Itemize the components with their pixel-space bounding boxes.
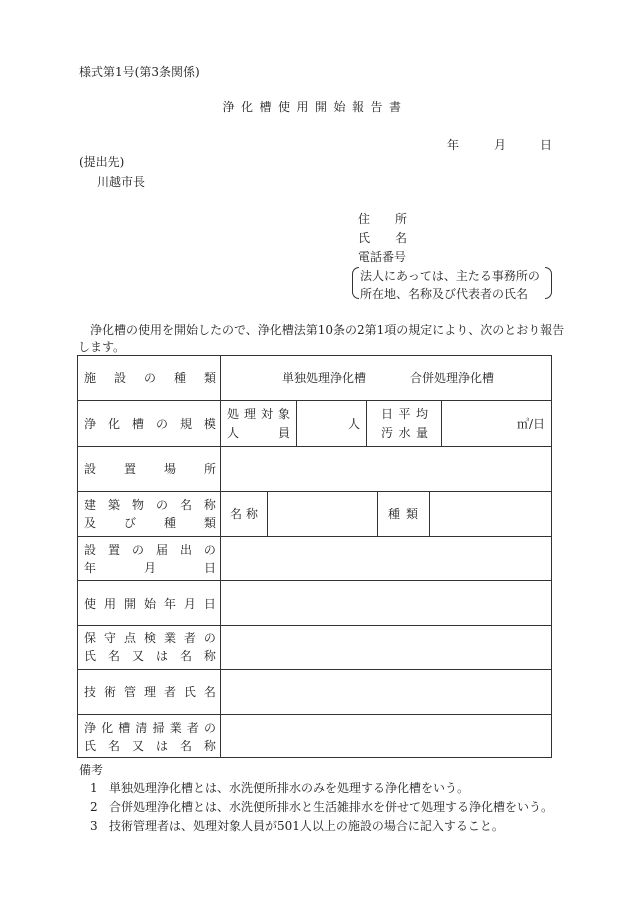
row-label-manager: 技 術 管 理 者 氏 名 bbox=[84, 685, 216, 699]
row-label-cleaning-1: 浄 化 槽 清 掃 業 者 の bbox=[84, 721, 216, 735]
date-month-label: 月 bbox=[494, 138, 507, 152]
technical-manager-field[interactable] bbox=[221, 670, 551, 713]
phone-label: 電話番号 bbox=[358, 250, 407, 264]
persons-label-line1: 処 理 対 象 bbox=[227, 407, 290, 421]
start-date-field[interactable] bbox=[221, 581, 551, 624]
address-label: 住 所 bbox=[358, 212, 407, 226]
flow-unit: ㎥/日 bbox=[516, 417, 545, 431]
row-label-scale: 浄 化 槽 の 規 模 bbox=[84, 417, 216, 431]
building-divider bbox=[377, 491, 378, 536]
corporate-note-line2: 所在地、名称及び代表者の氏名 bbox=[360, 287, 529, 301]
form-number: 様式第1号(第3条関係) bbox=[79, 65, 200, 79]
intro-line2: します。 bbox=[78, 340, 126, 354]
page-title: 浄化槽使用開始報告書 bbox=[222, 100, 408, 114]
name-label: 氏 名 bbox=[358, 231, 407, 245]
bracket-left bbox=[352, 267, 359, 299]
building-name-label: 名 称 bbox=[230, 507, 258, 521]
row-label-notice-1: 設 置 の 届 出 の bbox=[84, 543, 216, 557]
row-label-maintenance-1: 保 守 点 検 業 者 の bbox=[84, 631, 216, 645]
date-day-label: 日 bbox=[540, 138, 553, 152]
row-label-building-name: 建 築 物 の 名 称 bbox=[84, 498, 216, 512]
remark-number: 2 bbox=[90, 800, 98, 814]
corporate-note-line1: 法人にあっては、主たる事務所の bbox=[360, 269, 540, 283]
location-field[interactable] bbox=[221, 447, 551, 490]
remarks-heading: 備考 bbox=[79, 763, 104, 777]
flow-label-line1: 日 平 均 bbox=[381, 407, 428, 421]
row-label-cleaning-2: 氏 名 又 は 名 称 bbox=[84, 739, 216, 753]
persons-unit: 人 bbox=[347, 417, 360, 431]
intro-line1: 浄化槽の使用を開始したので、浄化槽法第10条の2第1項の規定により、次のとおり報告 bbox=[90, 323, 565, 337]
row-divider bbox=[77, 400, 552, 401]
row-label-facility-type: 施 設 の 種 類 bbox=[84, 371, 216, 385]
option-single-treatment[interactable]: 単独処理浄化槽 bbox=[282, 371, 367, 385]
remark-text: 単独処理浄化槽とは、水洗便所排水のみを処理する浄化槽をいう。 bbox=[109, 781, 470, 795]
recipient-label: (提出先) bbox=[79, 155, 125, 169]
row-label-location: 設 置 場 所 bbox=[84, 462, 216, 476]
maintenance-vendor-field[interactable] bbox=[221, 626, 551, 668]
option-combined-treatment[interactable]: 合併処理浄化槽 bbox=[410, 371, 495, 385]
building-type-field[interactable] bbox=[430, 492, 551, 535]
persons-value-field[interactable] bbox=[296, 418, 360, 430]
persons-label-line2: 人 員 bbox=[227, 426, 290, 440]
flow-label-line2: 汚 水 量 bbox=[381, 426, 428, 440]
building-name-field[interactable] bbox=[268, 492, 376, 535]
bracket-right bbox=[545, 267, 552, 299]
row-label-maintenance-2: 氏 名 又 は 名 称 bbox=[84, 649, 216, 663]
remark-number: 1 bbox=[90, 781, 98, 795]
row-label-building-type: 及 び 種 類 bbox=[84, 516, 216, 530]
remark-text: 技術管理者は、処理対象人員が501人以上の施設の場合に記入すること。 bbox=[109, 819, 504, 833]
remark-number: 3 bbox=[90, 819, 98, 833]
flow-value-field[interactable] bbox=[441, 418, 545, 430]
building-type-label: 種 類 bbox=[388, 507, 418, 521]
recipient-name: 川越市長 bbox=[97, 175, 146, 189]
row-label-notice-2: 年 月 日 bbox=[84, 561, 216, 575]
cleaning-vendor-field[interactable] bbox=[221, 715, 551, 757]
row-label-start-date: 使 用 開 始 年 月 日 bbox=[84, 597, 216, 611]
remark-text: 合併処理浄化槽とは、水洗便所排水と生活雑排水を併せて処理する浄化槽をいう。 bbox=[109, 800, 554, 814]
date-year-label: 年 bbox=[447, 138, 460, 152]
scale-divider bbox=[366, 400, 367, 446]
notice-date-field[interactable] bbox=[221, 537, 551, 579]
